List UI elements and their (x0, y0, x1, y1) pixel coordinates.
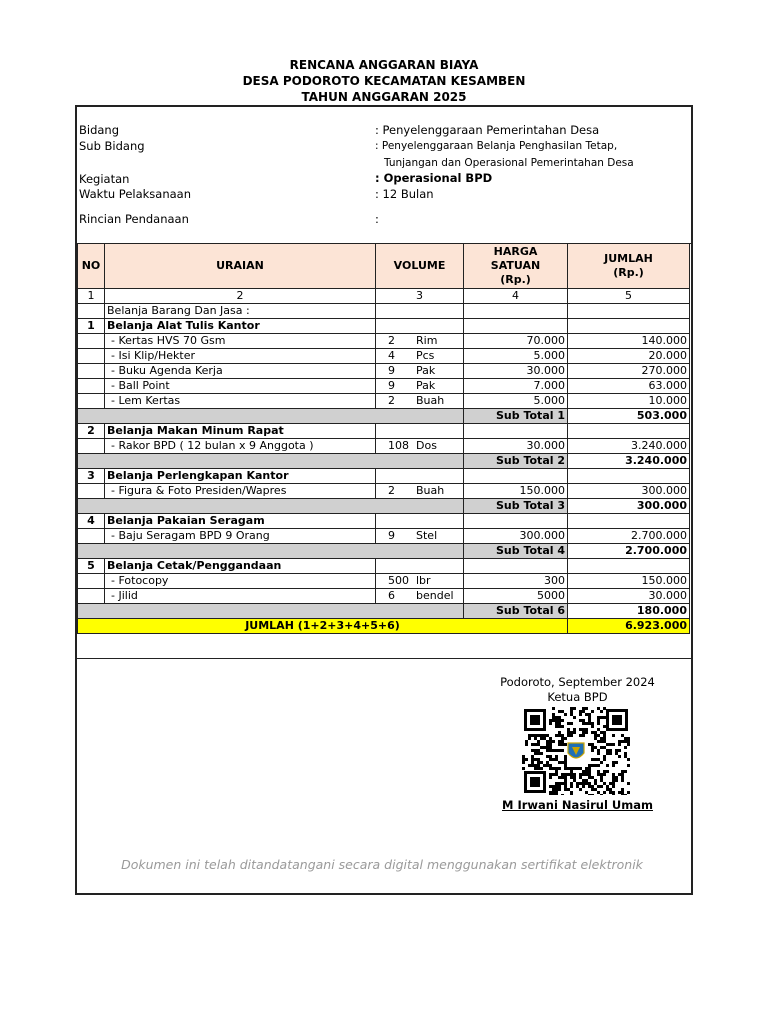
volume-qty: 108 (388, 439, 409, 452)
group-title: Belanja Makan Minum Rapat (105, 424, 376, 439)
row-no (78, 379, 105, 394)
volume-qty: 9 (388, 529, 395, 542)
subtotal-label: Sub Total 2 (464, 454, 568, 469)
volume-unit: Buah (416, 394, 445, 407)
header-jumlah (568, 244, 690, 289)
kegiatan-label: Kegiatan (79, 172, 130, 186)
row-harga: 5000 (464, 589, 568, 604)
row-harga: 30.000 (464, 364, 568, 379)
volume-qty: 2 (388, 334, 395, 347)
row-no (78, 484, 105, 499)
subtotal-spacer (78, 544, 464, 559)
header-harga-line2: SATUAN (490, 259, 541, 272)
volume-unit: Stel (416, 529, 438, 542)
intro-text: Belanja Barang Dan Jasa : (105, 304, 376, 319)
row-jumlah: 270.000 (568, 364, 690, 379)
empty-cell (568, 319, 690, 334)
row-uraian: - Lem Kertas (105, 394, 376, 409)
empty-cell (464, 514, 568, 529)
volume-unit: Dos (416, 439, 437, 452)
row-volume (376, 529, 464, 544)
subtotal-row (78, 409, 690, 424)
row-no (78, 529, 105, 544)
row-jumlah: 150.000 (568, 574, 690, 589)
row-uraian: - Jilid (105, 589, 376, 604)
table-row (78, 439, 690, 454)
colnum-4: 4 (464, 289, 568, 304)
waktu-value: : 12 Bulan (375, 187, 434, 201)
table-row (78, 484, 690, 499)
colnum-2: 2 (105, 289, 376, 304)
row-volume (376, 364, 464, 379)
grand-total-row (78, 619, 690, 634)
sub-bidang-label: Sub Bidang (79, 139, 145, 153)
sub-bidang-value-2: Tunjangan dan Operasional Pemerintahan Desa (384, 157, 634, 169)
empty-cell (376, 559, 464, 574)
table-row (78, 349, 690, 364)
header-harga-line3: (Rp.) (500, 273, 531, 286)
row-volume (376, 589, 464, 604)
row-volume (376, 394, 464, 409)
empty-cell (464, 559, 568, 574)
volume-qty: 6 (388, 589, 395, 602)
empty-cell (464, 469, 568, 484)
header-harga (464, 244, 568, 289)
signature-place-date: Podoroto, September 2024 (500, 675, 655, 689)
signature-divider (77, 658, 691, 659)
row-uraian: - Rakor BPD ( 12 bulan x 9 Anggota ) (105, 439, 376, 454)
volume-qty: 9 (388, 364, 395, 377)
volume-unit: Pcs (416, 349, 435, 362)
volume-unit: Buah (416, 484, 445, 497)
subtotal-row (78, 454, 690, 469)
empty-cell (568, 514, 690, 529)
budget-table (77, 243, 690, 634)
row-volume (376, 334, 464, 349)
row-harga: 300.000 (464, 529, 568, 544)
empty-cell (376, 319, 464, 334)
row-jumlah: 3.240.000 (568, 439, 690, 454)
table-row (78, 529, 690, 544)
group-title-row (78, 424, 690, 439)
subtotal-label: Sub Total 4 (464, 544, 568, 559)
group-title: Belanja Perlengkapan Kantor (105, 469, 376, 484)
group-title-row (78, 469, 690, 484)
header-no: NO (78, 244, 105, 289)
volume-qty: 2 (388, 394, 395, 407)
rincian-value: : (375, 212, 379, 226)
row-no (78, 439, 105, 454)
table-row (78, 379, 690, 394)
group-no: 5 (78, 559, 105, 574)
header-jumlah-line2: (Rp.) (613, 266, 644, 279)
column-number-row (78, 289, 690, 304)
signer-name: M Irwani Nasirul Umam (502, 798, 653, 812)
digital-signature-note: Dokumen ini telah ditandatangani secara digital menggunakan sertifikat elektronik (121, 857, 643, 872)
doc-title-line2: DESA PODOROTO KECAMATAN KESAMBEN (242, 74, 526, 88)
volume-unit: Pak (416, 364, 436, 377)
row-harga: 5.000 (464, 349, 568, 364)
row-volume (376, 574, 464, 589)
group-title-row (78, 514, 690, 529)
table-row (78, 364, 690, 379)
group-title-row (78, 559, 690, 574)
group-no: 1 (78, 319, 105, 334)
row-no (78, 589, 105, 604)
row-volume (376, 379, 464, 394)
empty-cell (568, 469, 690, 484)
subtotal-value: 3.240.000 (568, 454, 690, 469)
colnum-3: 3 (376, 289, 464, 304)
row-no (78, 364, 105, 379)
volume-qty: 9 (388, 379, 395, 392)
group-title: Belanja Pakaian Seragam (105, 514, 376, 529)
subtotal-value: 503.000 (568, 409, 690, 424)
empty-cell (376, 424, 464, 439)
row-no (78, 334, 105, 349)
row-no (78, 394, 105, 409)
subtotal-label: Sub Total 1 (464, 409, 568, 424)
group-title-row (78, 319, 690, 334)
row-uraian: - Fotocopy (105, 574, 376, 589)
subtotal-row (78, 604, 690, 619)
table-row (78, 574, 690, 589)
subtotal-row (78, 544, 690, 559)
header-jumlah-line1: JUMLAH (604, 252, 653, 265)
row-uraian: - Baju Seragam BPD 9 Orang (105, 529, 376, 544)
bidang-label: Bidang (79, 123, 120, 137)
empty-cell (376, 469, 464, 484)
qr-code-signature (522, 707, 630, 795)
row-uraian: - Buku Agenda Kerja (105, 364, 376, 379)
empty-cell (464, 319, 568, 334)
group-no: 4 (78, 514, 105, 529)
row-jumlah: 140.000 (568, 334, 690, 349)
row-uraian: - Figura & Foto Presiden/Wapres (105, 484, 376, 499)
subtotal-spacer (78, 454, 464, 469)
table-body (78, 289, 690, 634)
subtotal-spacer (78, 409, 464, 424)
row-jumlah: 300.000 (568, 484, 690, 499)
volume-unit: Pak (416, 379, 436, 392)
table-row (78, 334, 690, 349)
grand-total-value: 6.923.000 (568, 619, 690, 634)
kegiatan-value: : Operasional BPD (375, 171, 493, 185)
group-no: 2 (78, 424, 105, 439)
subtotal-label: Sub Total 3 (464, 499, 568, 514)
row-uraian: - Isi Klip/Hekter (105, 349, 376, 364)
volume-unit: Rim (416, 334, 438, 347)
row-jumlah: 30.000 (568, 589, 690, 604)
doc-title-line3: TAHUN ANGGARAN 2025 (301, 90, 467, 104)
doc-title-line1: RENCANA ANGGARAN BIAYA (289, 58, 479, 72)
row-jumlah: 2.700.000 (568, 529, 690, 544)
row-volume (376, 484, 464, 499)
row-jumlah: 20.000 (568, 349, 690, 364)
signature-role: Ketua BPD (547, 690, 608, 704)
row-jumlah: 10.000 (568, 394, 690, 409)
row-no (78, 349, 105, 364)
subtotal-value: 2.700.000 (568, 544, 690, 559)
row-harga: 5.000 (464, 394, 568, 409)
empty-cell (464, 424, 568, 439)
row-volume (376, 349, 464, 364)
subtotal-value: 300.000 (568, 499, 690, 514)
group-title: Belanja Cetak/Penggandaan (105, 559, 376, 574)
table-row (78, 589, 690, 604)
grand-total-label: JUMLAH (1+2+3+4+5+6) (78, 619, 568, 634)
row-uraian: - Ball Point (105, 379, 376, 394)
subtotal-spacer (78, 604, 464, 619)
table-row (78, 394, 690, 409)
empty-cell (568, 559, 690, 574)
volume-unit: bendel (416, 589, 454, 602)
empty-cell (376, 514, 464, 529)
group-no: 3 (78, 469, 105, 484)
header-uraian: URAIAN (105, 244, 376, 289)
row-uraian: - Kertas HVS 70 Gsm (105, 334, 376, 349)
row-no (78, 574, 105, 589)
colnum-1: 1 (78, 289, 105, 304)
subtotal-label: Sub Total 6 (464, 604, 568, 619)
volume-qty: 2 (388, 484, 395, 497)
row-jumlah: 63.000 (568, 379, 690, 394)
subtotal-spacer (78, 499, 464, 514)
header-volume: VOLUME (376, 244, 464, 289)
row-harga: 30.000 (464, 439, 568, 454)
empty-cell (568, 424, 690, 439)
intro-row (78, 304, 690, 319)
sub-bidang-value-1: : Penyelenggaraan Belanja Penghasilan Tetap, (375, 140, 618, 152)
table-header-row (78, 244, 690, 289)
colnum-5: 5 (568, 289, 690, 304)
header-harga-line1: HARGA (493, 245, 538, 258)
bidang-value: : Penyelenggaraan Pemerintahan Desa (375, 123, 600, 137)
row-harga: 300 (464, 574, 568, 589)
row-harga: 70.000 (464, 334, 568, 349)
row-volume (376, 439, 464, 454)
group-title: Belanja Alat Tulis Kantor (105, 319, 376, 334)
volume-qty: 500 (388, 574, 409, 587)
volume-qty: 4 (388, 349, 395, 362)
row-harga: 7.000 (464, 379, 568, 394)
subtotal-value: 180.000 (568, 604, 690, 619)
rincian-label: Rincian Pendanaan (79, 212, 189, 226)
volume-unit: lbr (416, 574, 431, 587)
subtotal-row (78, 499, 690, 514)
waktu-label: Waktu Pelaksanaan (79, 187, 192, 201)
row-harga: 150.000 (464, 484, 568, 499)
